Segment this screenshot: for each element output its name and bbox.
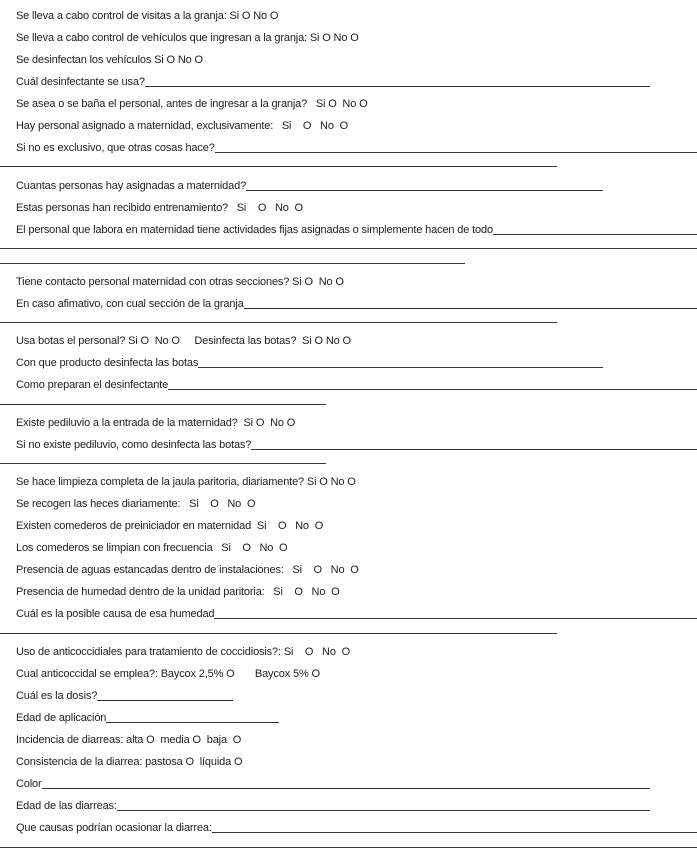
question-feeder-cleaning bbox=[16, 539, 287, 555]
question-which-anticoccidal bbox=[16, 665, 320, 681]
question-label: Usa botas el personal? Si O No O Desinfecta las botas? Si O No O bbox=[16, 335, 351, 347]
question-dose bbox=[16, 687, 233, 703]
question-feeders bbox=[16, 517, 323, 533]
question-humidity bbox=[16, 583, 340, 599]
question-boot-product bbox=[16, 354, 603, 370]
answer-field[interactable] bbox=[493, 222, 697, 235]
question-label: Edad de aplicación bbox=[16, 712, 107, 724]
question-label: Color bbox=[16, 778, 42, 790]
answer-line[interactable] bbox=[0, 166, 557, 167]
answer-field[interactable] bbox=[246, 178, 603, 191]
question-diarrhea-age bbox=[16, 797, 650, 813]
question-label: Si no existe pediluvio, como desinfecta las botas? bbox=[16, 439, 252, 451]
question-label: El personal que labora en maternidad tiene actividades fijas asignadas o simplemente hacen de todo bbox=[16, 224, 493, 236]
answer-field[interactable] bbox=[198, 355, 603, 368]
question-label: Uso de anticoccidiales para tratamiento de coccidiosis?: Si O No O bbox=[16, 646, 351, 658]
answer-field[interactable] bbox=[97, 688, 233, 701]
answer-field[interactable] bbox=[145, 74, 650, 87]
question-label: Se hace limpieza completa de la jaula paritoria, diariamente? Si O No O bbox=[16, 476, 356, 488]
question-boot-disinfection bbox=[16, 436, 697, 452]
question-label: Se asea o se baña el personal, antes de ingresar a la granja? Si O No O bbox=[16, 98, 368, 110]
answer-field[interactable] bbox=[212, 820, 697, 833]
question-color bbox=[16, 775, 650, 791]
answer-field[interactable] bbox=[168, 377, 697, 390]
question-label: Cuantas personas hay asignadas a maternidad? bbox=[16, 180, 247, 192]
question-visit-control bbox=[16, 7, 278, 23]
question-label: Estas personas han recibido entrenamiento? Si O No O bbox=[16, 202, 303, 214]
question-cage-cleaning bbox=[16, 473, 356, 489]
question-label: Se recogen las heces diariamente: Si O No O bbox=[16, 498, 256, 510]
question-application-age bbox=[16, 709, 279, 725]
question-label: Presencia de humedad dentro de la unidad paritoria: Si O No O bbox=[16, 586, 340, 598]
question-anticoccidials bbox=[16, 643, 350, 659]
question-label: Como preparan el desinfectante bbox=[16, 379, 169, 391]
question-footbath bbox=[16, 414, 295, 430]
question-diarrhea-consistency bbox=[16, 753, 242, 769]
question-label: Hay personal asignado a maternidad, exclusivamente: Si O No O bbox=[16, 120, 349, 132]
question-label: Los comederos se limpian con frecuencia Si O No O bbox=[16, 542, 288, 554]
question-label: Se desinfectan los vehículos Si O No O bbox=[16, 54, 203, 66]
question-training bbox=[16, 199, 303, 215]
question-label: Cuál es la posible causa de esa humedad bbox=[16, 608, 215, 620]
question-staff-count bbox=[16, 177, 603, 193]
answer-line[interactable] bbox=[0, 322, 557, 323]
question-feces bbox=[16, 495, 255, 511]
answer-line[interactable] bbox=[0, 248, 697, 249]
question-contact-sections bbox=[16, 273, 344, 289]
question-label: Cuál es la dosis? bbox=[16, 690, 98, 702]
answer-field[interactable] bbox=[244, 296, 697, 309]
question-label: Cual anticoccidal se emplea?: Baycox 2,5% O Baycox 5% O bbox=[16, 668, 320, 680]
question-exclusive-staff bbox=[16, 117, 348, 133]
answer-line[interactable] bbox=[0, 847, 697, 848]
question-fixed-activities bbox=[16, 221, 697, 237]
answer-field[interactable] bbox=[42, 776, 650, 789]
question-label: Tiene contacto personal maternidad con otras secciones? Si O No O bbox=[16, 276, 344, 288]
answer-line[interactable] bbox=[0, 404, 326, 405]
question-label: Se lleva a cabo control de vehículos que ingresan a la granja: Si O No O bbox=[16, 32, 359, 44]
question-staff-shower bbox=[16, 95, 368, 111]
question-label: Consistencia de la diarrea: pastosa O líquida O bbox=[16, 756, 243, 768]
question-diarrhea-causes bbox=[16, 819, 697, 835]
question-other-tasks bbox=[16, 139, 697, 155]
question-label: Existen comederos de preiniciador en maternidad Si O No O bbox=[16, 520, 324, 532]
question-label: Se lleva a cabo control de visitas a la granja: Si O No O bbox=[16, 10, 279, 22]
question-label: Con que producto desinfecta las botas bbox=[16, 357, 199, 369]
question-vehicle-disinfection bbox=[16, 51, 203, 67]
question-label: Presencia de aguas estancadas dentro de instalaciones: Si O No O bbox=[16, 564, 359, 576]
question-vehicle-control bbox=[16, 29, 359, 45]
question-diarrhea-incidence bbox=[16, 731, 241, 747]
question-prepare-disinfectant bbox=[16, 376, 697, 392]
answer-field[interactable] bbox=[214, 606, 697, 619]
question-boots bbox=[16, 332, 351, 348]
answer-line[interactable] bbox=[0, 263, 465, 264]
answer-field[interactable] bbox=[215, 140, 697, 153]
question-label: Cuál desinfectante se usa? bbox=[16, 76, 145, 88]
question-label: Edad de las diarreas: bbox=[16, 800, 117, 812]
answer-line[interactable] bbox=[0, 463, 326, 464]
question-label: En caso afimativo, con cual sección de la granja bbox=[16, 298, 244, 310]
question-standing-water bbox=[16, 561, 359, 577]
answer-line[interactable] bbox=[0, 633, 557, 634]
answer-field[interactable] bbox=[251, 437, 697, 450]
question-disinfectant bbox=[16, 73, 650, 89]
question-label: Existe pediluvio a la entrada de la maternidad? Si O No O bbox=[16, 417, 296, 429]
question-label: Que causas podrían ocasionar la diarrea: bbox=[16, 822, 212, 834]
question-label: Incidencia de diarreas: alta O media O baja O bbox=[16, 734, 242, 746]
question-humidity-cause bbox=[16, 605, 697, 621]
answer-field[interactable] bbox=[117, 798, 650, 811]
question-which-section bbox=[16, 295, 697, 311]
answer-field[interactable] bbox=[106, 710, 279, 723]
question-label: Si no es exclusivo, que otras cosas hace? bbox=[16, 142, 215, 154]
